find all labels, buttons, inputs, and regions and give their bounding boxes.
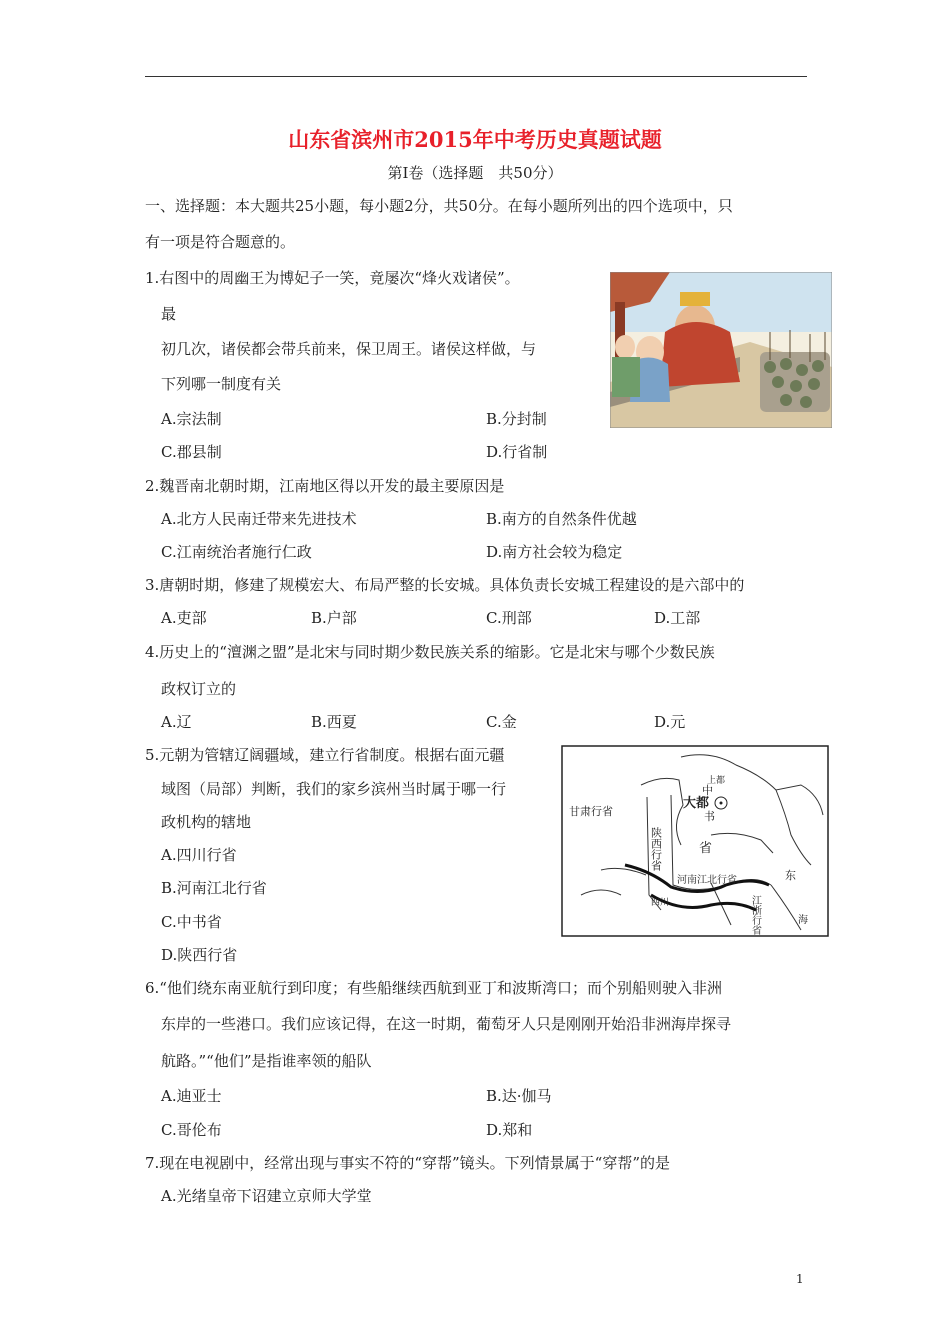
option: B.户部 <box>311 609 357 627</box>
question-stem: 初几次，诸侯都会带兵前来，保卫周王。诸侯这样做，与 <box>161 340 537 358</box>
option: D.工部 <box>654 609 701 627</box>
map-label-shu: 书 <box>704 810 715 823</box>
option: D.陕西行省 <box>161 946 238 964</box>
option: A.北方人民南迁带来先进技术 <box>161 510 357 528</box>
question-stem: 域图（局部）判断，我们的家乡滨州当时属于哪一行 <box>161 780 507 798</box>
question-stem: 6.“他们绕东南亚航行到印度；有些船继续西航到亚丁和波斯湾口；而个别船则驶入非洲 <box>145 979 722 997</box>
map-label-gansu: 甘肃行省 <box>569 805 613 818</box>
question-stem: 3.唐朝时期，修建了规模宏大、布局严整的长安城。具体负责长安城工程建设的是六部中的 <box>145 576 745 594</box>
option: A.四川行省 <box>161 846 237 864</box>
option: C.江南统治者施行仁政 <box>161 543 312 561</box>
map-label-jiangzhe: 江浙行省 <box>749 895 761 935</box>
section-subtitle: 第Ⅰ卷（选择题 共50分） <box>387 164 563 182</box>
option: D.南方社会较为稳定 <box>486 543 623 561</box>
option: A.宗法制 <box>161 410 222 428</box>
option: B.南方的自然条件优越 <box>486 510 637 528</box>
beacon-fire-illustration <box>610 272 832 428</box>
option: C.郡县制 <box>161 443 222 461</box>
instructions-line: 一、选择题：本大题共25小题，每小题2分，共50分。在每小题所列出的四个选项中，只 <box>145 197 733 215</box>
question-stem: 政机构的辖地 <box>161 813 252 831</box>
map-label-dadu: 大都 <box>683 796 710 811</box>
option: A.迪亚士 <box>161 1087 222 1105</box>
question-stem: 1.右图中的周幽王为博妃子一笑，竟屡次“烽火戏诸侯”。 <box>145 269 520 287</box>
question-stem: 4.历史上的“澶渊之盟”是北宋与同时期少数民族关系的缩影。它是北宋与哪个少数民族 <box>145 643 715 661</box>
option: C.金 <box>486 713 517 731</box>
header-rule <box>145 76 807 77</box>
option: A.辽 <box>161 713 192 731</box>
question-stem: 政权订立的 <box>161 680 237 698</box>
question-stem: 航路。”“他们”是指谁率领的船队 <box>161 1052 372 1070</box>
option: B.河南江北行省 <box>161 879 267 897</box>
option: B.西夏 <box>311 713 357 731</box>
map-label-henan: 河南江北行省 <box>677 875 737 886</box>
question-stem: 7.现在电视剧中，经常出现与事实不符的“穿帮”镜头。下列情景属于“穿帮”的是 <box>145 1154 670 1172</box>
option: C.刑部 <box>486 609 532 627</box>
question-stem: 最 <box>161 305 177 323</box>
map-label-shangdu: 上都 <box>707 776 726 786</box>
yuan-province-map <box>561 745 829 937</box>
option: B.分封制 <box>486 410 547 428</box>
option: B.达·伽马 <box>486 1087 552 1105</box>
question-stem: 5.元朝为管辖辽阔疆域，建立行省制度。根据右面元疆 <box>145 746 505 764</box>
map-label-sichuan: 四川 <box>651 898 670 908</box>
question-stem: 下列哪一制度有关 <box>161 375 282 393</box>
map-label-dong: 东 <box>785 869 796 882</box>
question-stem: 东岸的一些港口。我们应该记得，在这一时期，葡萄牙人只是刚刚开始沿非洲海岸探寻 <box>161 1015 732 1033</box>
option: D.行省制 <box>486 443 548 461</box>
instructions-line: 有一项是符合题意的。 <box>145 233 296 251</box>
map-label-zhong: 中 <box>702 784 713 797</box>
option: C.中书省 <box>161 913 222 931</box>
map-label-hai: 海 <box>798 915 808 926</box>
page-number: 1 <box>796 1272 804 1286</box>
map-label-shaanxi: 陕西行省 <box>649 827 663 871</box>
option: C.哥伦布 <box>161 1121 222 1139</box>
option: A.光绪皇帝下诏建立京师大学堂 <box>161 1187 372 1205</box>
map-label-sheng: 省 <box>699 841 713 856</box>
page-title: 山东省滨州市2015年中考历史真题试题 <box>288 127 662 152</box>
option: D.郑和 <box>486 1121 533 1139</box>
question-stem: 2.魏晋南北朝时期，江南地区得以开发的最主要原因是 <box>145 477 505 495</box>
option: D.元 <box>654 713 686 731</box>
option: A.吏部 <box>161 609 207 627</box>
